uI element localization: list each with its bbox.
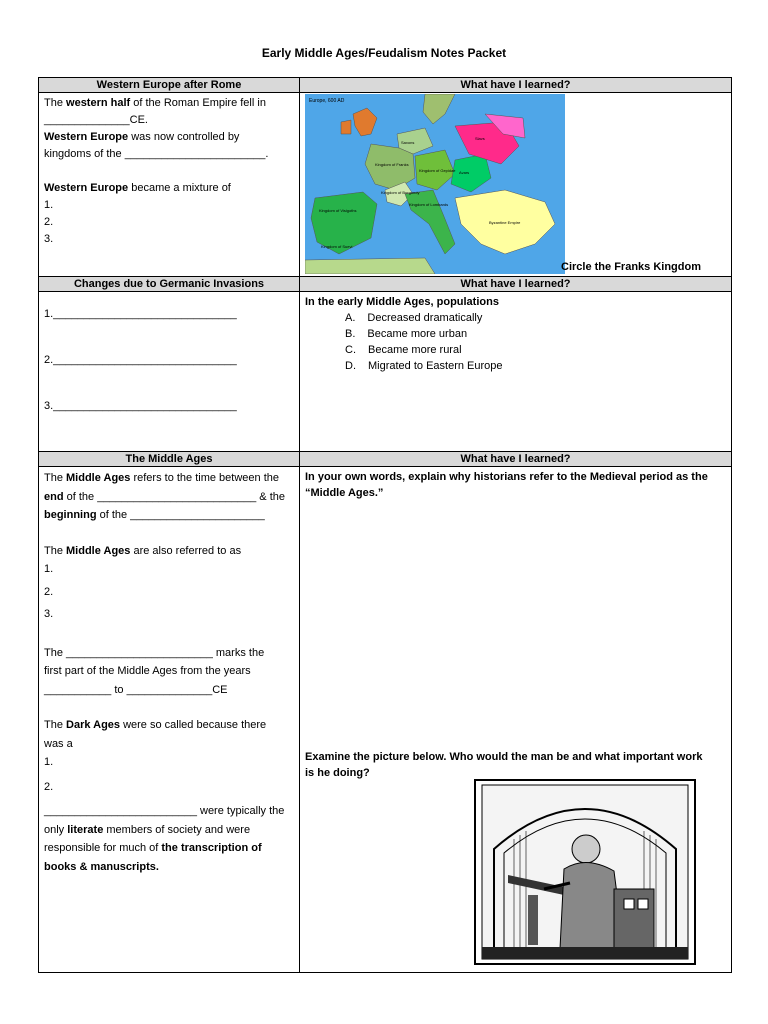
fill-blank-line: _________________________ were typically the: [44, 805, 285, 817]
map-label: Kingdom of Lombards: [409, 202, 449, 207]
section-header-learned: What have I learned?: [300, 452, 732, 467]
note-line: was a: [44, 737, 73, 750]
answer-options: [305, 310, 726, 374]
notes-cell: [39, 93, 300, 277]
map-label: Saxons: [401, 140, 415, 145]
europe-map-image: [305, 94, 565, 274]
fill-blank-line: 2.______________________________: [44, 354, 237, 366]
document-title: Early Middle Ages/Feudalism Notes Packet: [261, 46, 507, 60]
section-header-learned: What have I learned?: [300, 78, 732, 93]
section-header-germanic-invasions: Changes due to Germanic Invasions: [39, 277, 300, 292]
map-label: Byzantine Empire: [489, 220, 521, 225]
map-label: Kingdom of Franks: [375, 162, 409, 167]
map-label: Kingdom of Burgundy: [381, 190, 420, 195]
question-text: “Middle Ages.”: [305, 487, 384, 499]
notes-cell: [39, 292, 300, 452]
note-line: first part of the Middle Ages from the years: [44, 665, 251, 677]
question-text: In your own words, explain why historians refer to the Medieval period as the: [305, 471, 708, 483]
map-label: Kingdom of Visigoths: [319, 208, 357, 213]
note-line: Western Europe became a mixture of: [44, 182, 231, 194]
note-line: responsible for much of the transcription of: [44, 842, 262, 854]
note-line: Western Europe was now controlled by: [44, 131, 240, 143]
question-text: In the early Middle Ages, populations: [305, 296, 499, 308]
section-header-row: [39, 452, 732, 467]
question-text: is he doing?: [305, 767, 370, 779]
note-line: The Dark Ages were so called because there: [44, 719, 267, 731]
list-number: 2.: [44, 585, 54, 598]
answer-option[interactable]: C. Became more rural: [345, 344, 462, 356]
fill-blank-line: ___________ to ______________CE: [44, 683, 228, 696]
note-line: only literate members of society and were: [44, 823, 251, 836]
learned-cell: [300, 93, 732, 277]
answer-option[interactable]: A. Decreased dramatically: [345, 312, 483, 324]
answer-option[interactable]: B. Became more urban: [345, 328, 468, 340]
fill-blank-line: 1.______________________________: [44, 308, 237, 320]
map-label: Slavs: [475, 136, 485, 141]
list-number: 1.: [44, 563, 54, 575]
list-number: 3.: [44, 233, 54, 245]
notes-cell: [39, 467, 300, 973]
section-header-middle-ages: The Middle Ages: [39, 452, 300, 467]
answer-option[interactable]: D. Migrated to Eastern Europe: [345, 360, 503, 372]
fill-blank-line: beginning of the ______________________: [44, 509, 265, 521]
note-line: The Middle Ages refers to the time between the: [44, 472, 279, 484]
list-number: 2.: [44, 780, 54, 793]
section-header-row: [39, 277, 732, 292]
fill-blank-line: ______________CE.: [44, 114, 148, 126]
monk-scribe-illustration: [474, 779, 696, 965]
note-line: The Middle Ages are also referred to as: [44, 544, 242, 557]
map-label: Kingdom of Suevi: [321, 244, 353, 249]
map-title: Europe, 600 AD: [309, 98, 345, 104]
section-header-row: [39, 78, 732, 93]
learned-cell: [300, 292, 732, 452]
question-text: Examine the picture below. Who would the man be and what important work: [305, 751, 703, 763]
map-caption: Circle the Franks Kingdom: [561, 261, 701, 273]
list-number: 3.: [44, 608, 54, 620]
section-body-row: [39, 93, 732, 277]
section-body-row: [39, 292, 732, 452]
map-label: Kingdom of Gepidae: [419, 168, 456, 173]
section-header-western-europe: Western Europe after Rome: [39, 78, 300, 93]
list-number: 2.: [44, 216, 54, 228]
list-number: 1.: [44, 199, 54, 211]
fill-blank-line: The ________________________ marks the: [44, 646, 265, 659]
fill-blank-line: 3.______________________________: [44, 400, 237, 412]
list-number: 1.: [44, 756, 54, 768]
note-line: The western half of the Roman Empire fell in: [44, 97, 266, 109]
section-header-learned: What have I learned?: [300, 277, 732, 292]
map-label: Avars: [459, 170, 470, 175]
note-line: books & manuscripts.: [44, 860, 159, 873]
fill-blank-line: end of the __________________________ & the: [44, 490, 285, 503]
fill-blank-line: kingdoms of the _______________________.: [44, 148, 269, 160]
